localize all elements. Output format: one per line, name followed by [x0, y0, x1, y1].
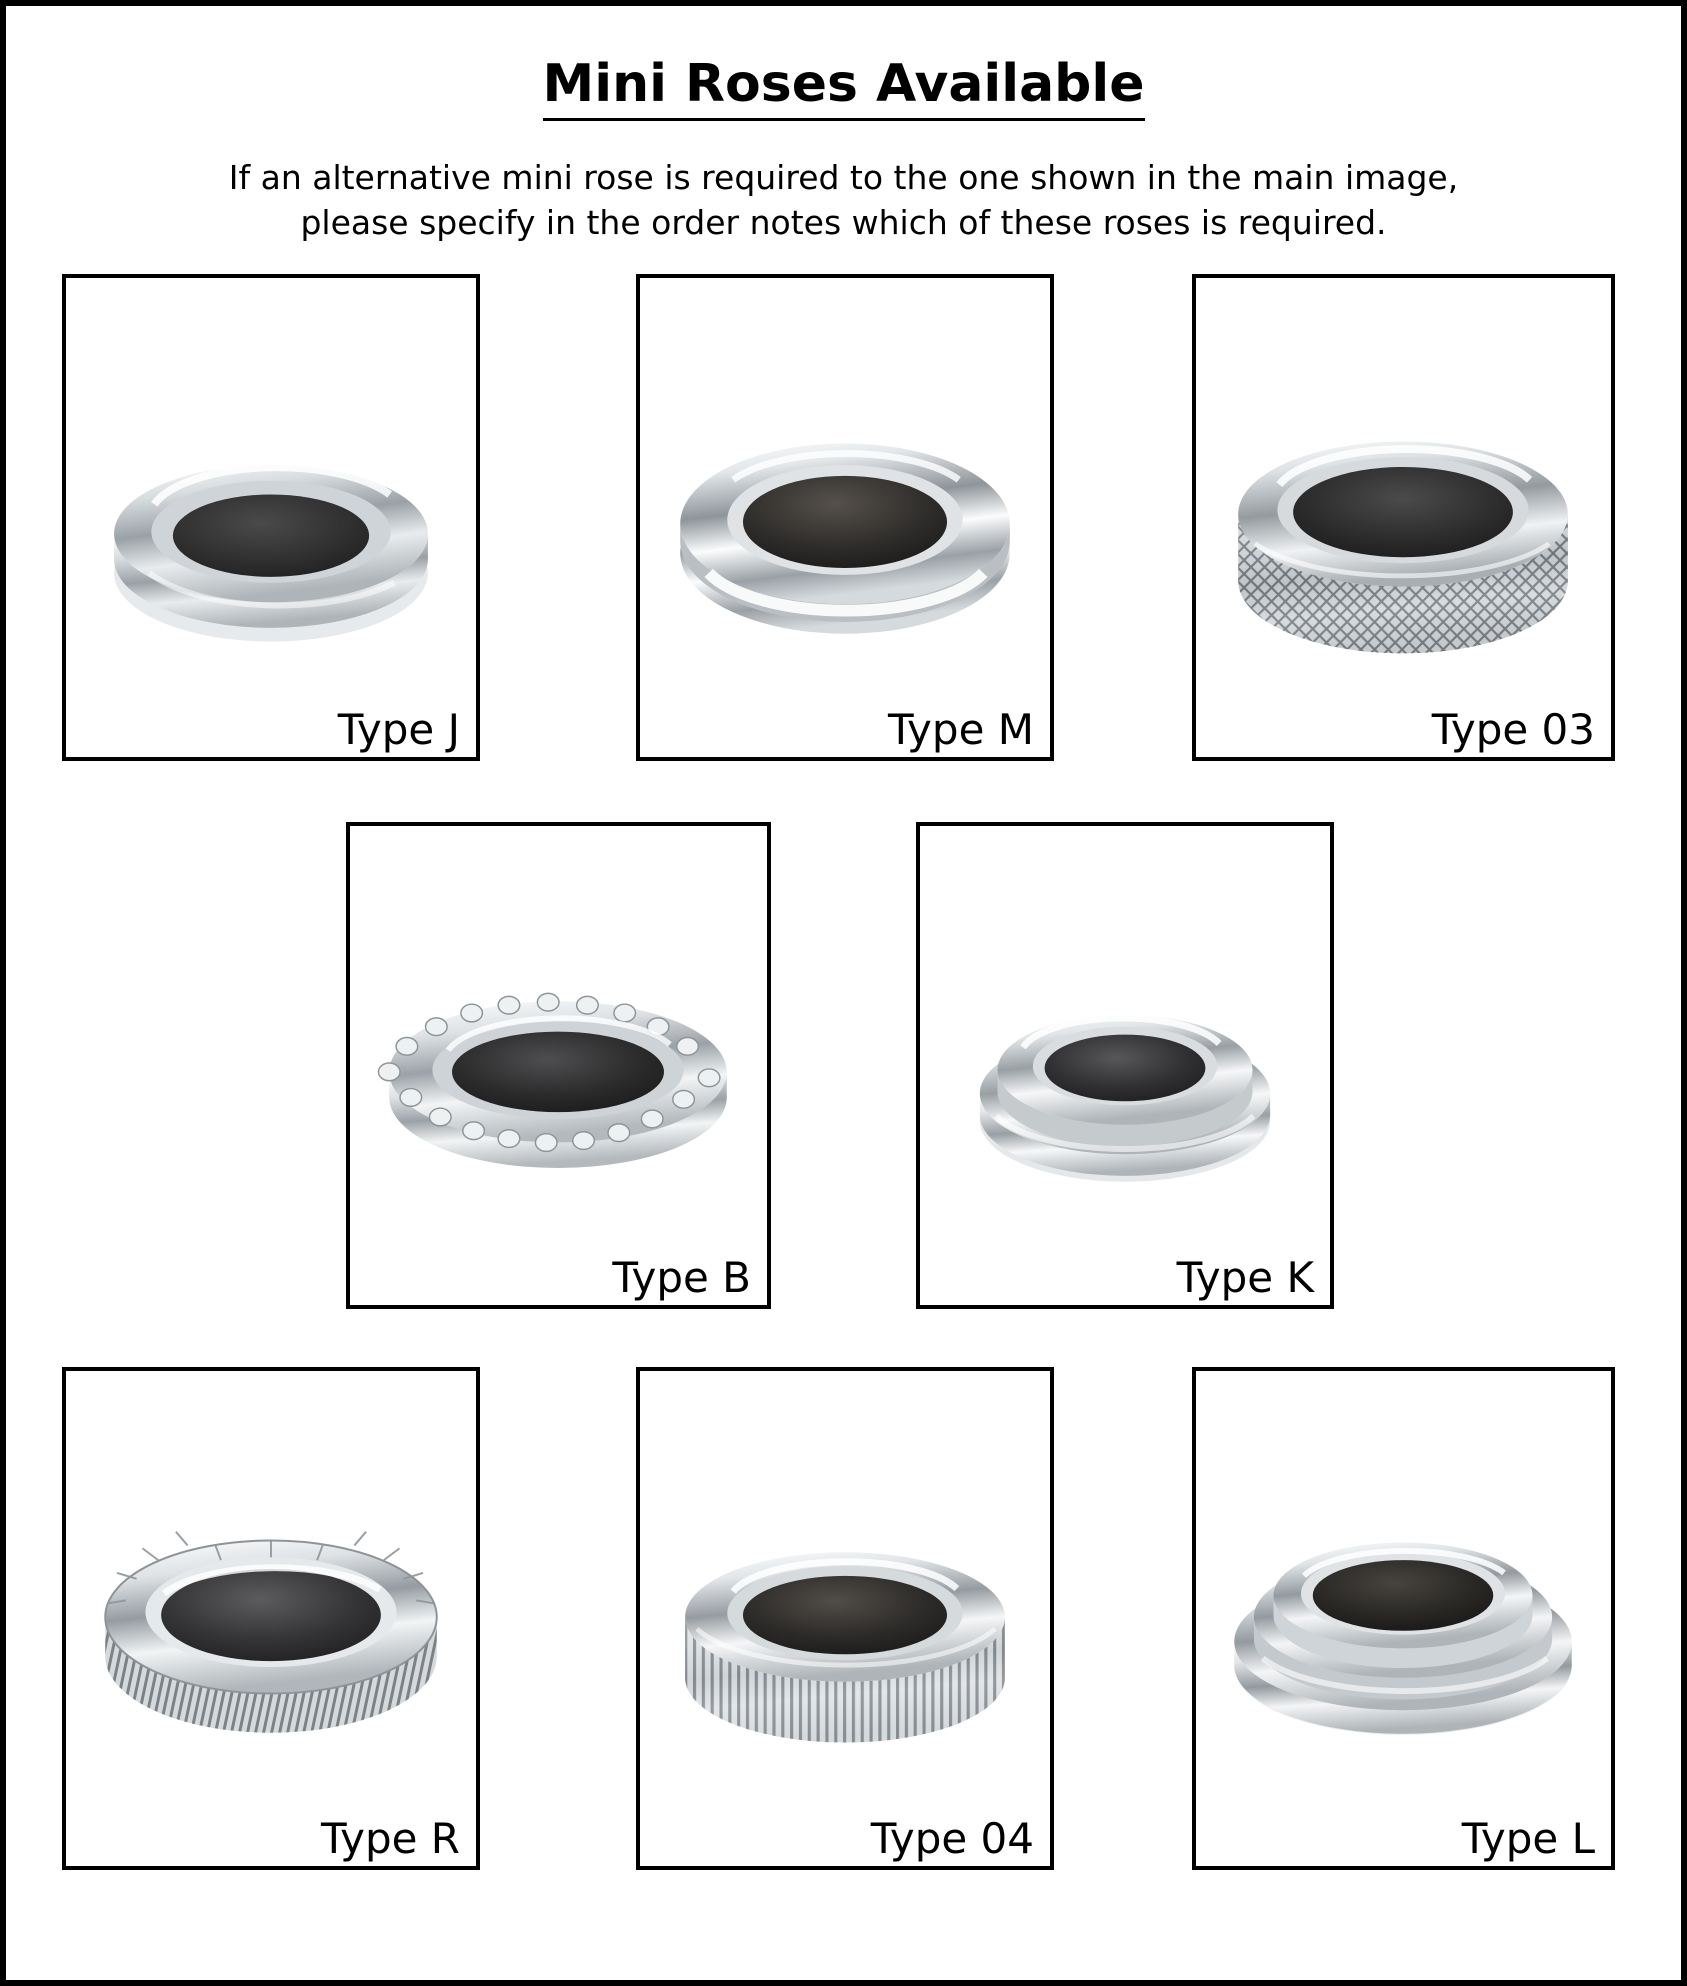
page-intro-text: If an alternative mini rose is required to the one shown in the main image, please specify in the order notes which of these roses is required.: [228, 158, 1459, 242]
rose-image-type-r: [66, 1371, 476, 1866]
rose-label-type-r: Type R: [320, 1813, 460, 1863]
rose-card-type-l[interactable]: [1192, 1367, 1615, 1870]
rose-card-type-b[interactable]: [346, 822, 771, 1309]
rose-image-type-b: [350, 826, 767, 1305]
rose-image-type-k: [920, 826, 1330, 1305]
rose-label-type-b: Type B: [612, 1252, 751, 1302]
rose-image-type-j: [66, 278, 476, 757]
rose-card-type-04[interactable]: [636, 1367, 1054, 1870]
rose-image-type-04: [640, 1371, 1050, 1866]
rose-label-type-l: Type L: [1461, 1813, 1595, 1863]
rose-card-type-03[interactable]: [1192, 274, 1615, 761]
rose-label-type-j: Type J: [337, 704, 460, 754]
rose-card-type-j[interactable]: [62, 274, 480, 761]
rose-label-type-k: Type K: [1176, 1252, 1314, 1302]
rose-grid: [6, 274, 1681, 1914]
page-title-text: Mini Roses Available: [543, 54, 1145, 121]
rose-image-type-m: [640, 278, 1050, 757]
rose-image-type-03: [1196, 278, 1611, 757]
rose-card-type-m[interactable]: [636, 274, 1054, 761]
rose-image-type-l: [1196, 1371, 1611, 1866]
rose-label-type-03: Type 03: [1431, 704, 1595, 754]
rose-label-type-04: Type 04: [870, 1813, 1034, 1863]
page-title: [6, 54, 1681, 114]
rose-card-type-r[interactable]: [62, 1367, 480, 1870]
rose-label-type-m: Type M: [887, 704, 1034, 754]
rose-card-type-k[interactable]: [916, 822, 1334, 1309]
